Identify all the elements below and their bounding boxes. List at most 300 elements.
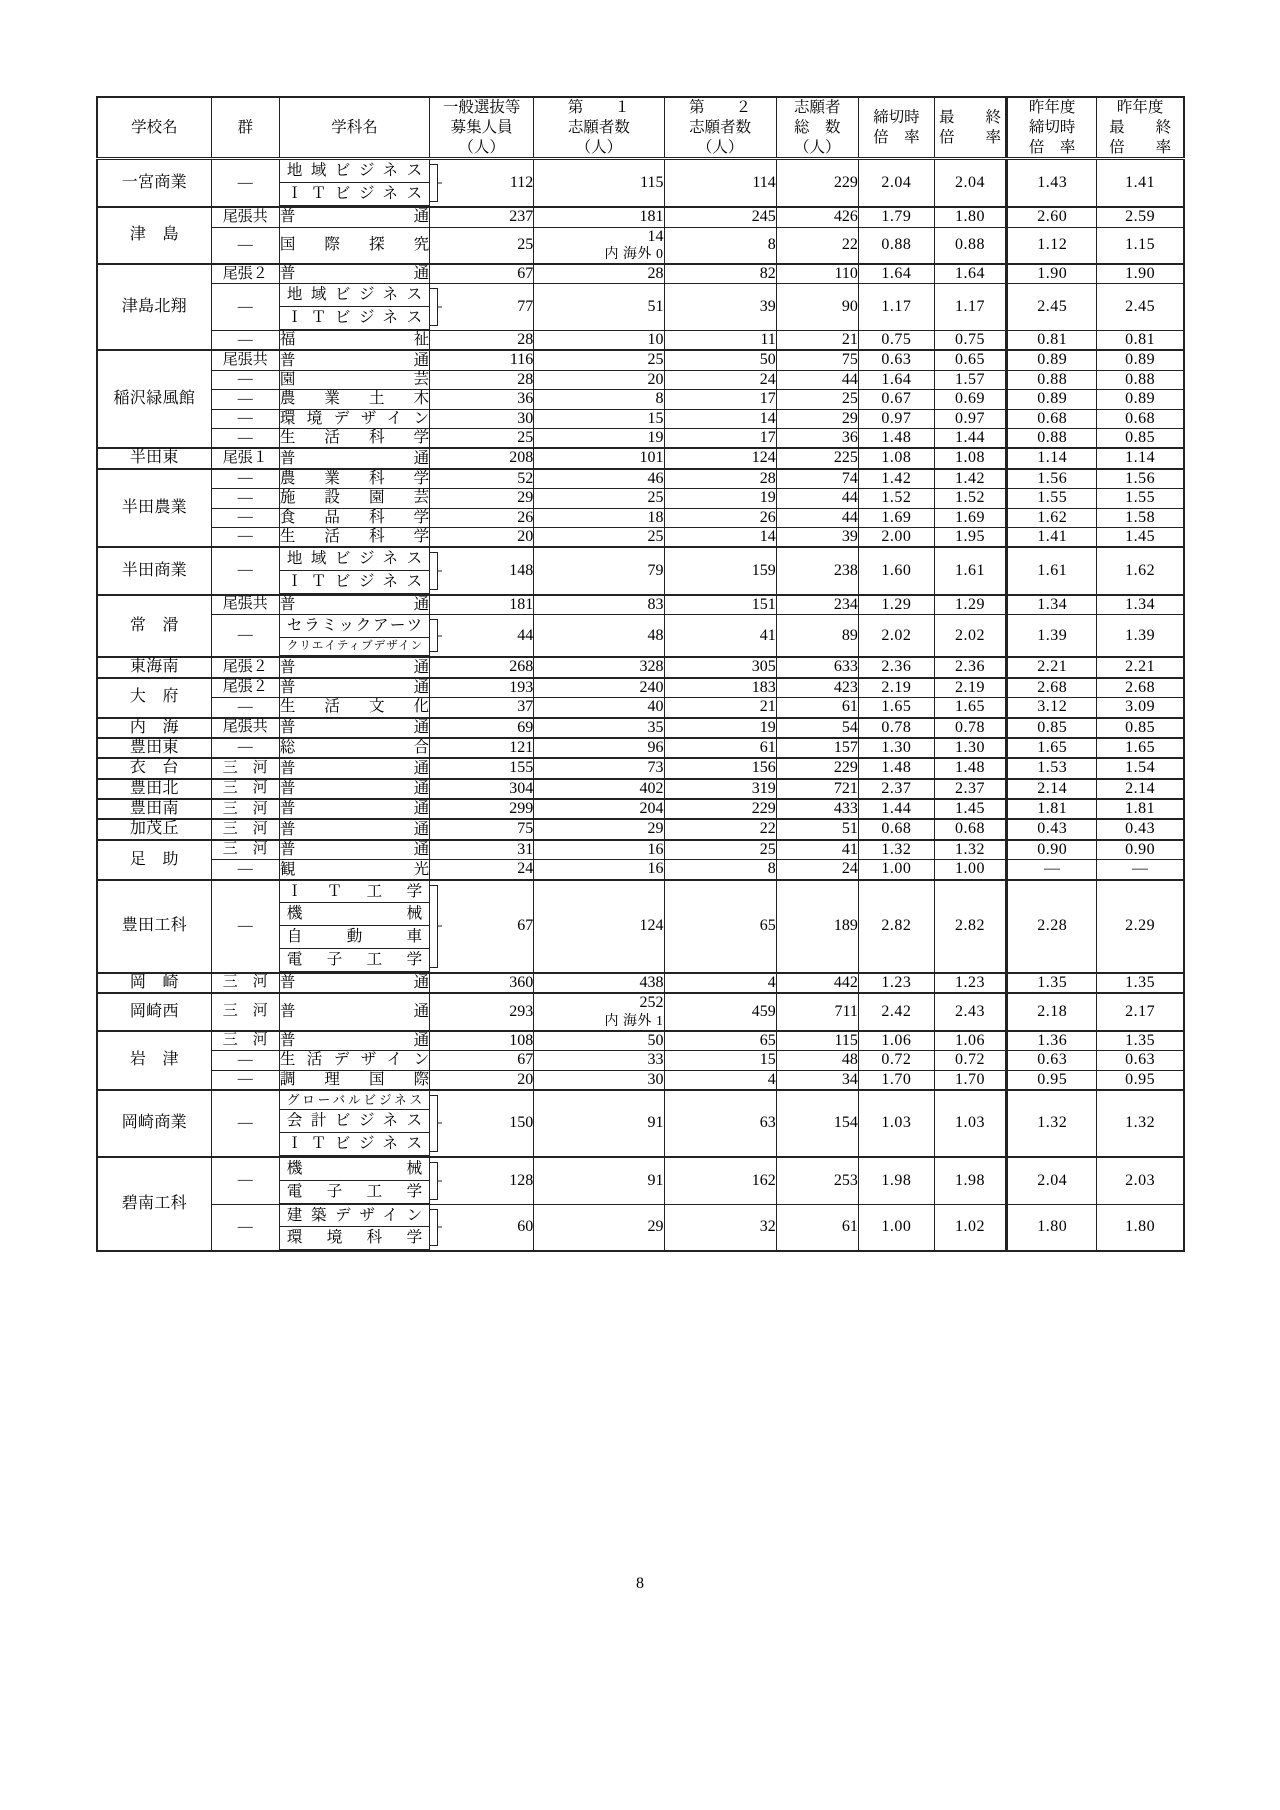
cell-course-name: 普 通: [279, 993, 429, 1030]
cell-first-choice: 73: [534, 758, 664, 778]
cell-final-ratio: 2.37: [934, 779, 1006, 799]
cell-last-year-final-ratio: 0.95: [1097, 1070, 1184, 1090]
cell-group: 三 河: [211, 758, 279, 778]
cell-group: 三 河: [211, 993, 279, 1030]
cell-final-ratio: 1.48: [934, 758, 1006, 778]
cell-quota: 60: [430, 1204, 534, 1251]
cell-second-choice: 124: [664, 448, 776, 468]
cell-course-name: [279, 284, 429, 331]
cell-course-name: [279, 159, 429, 207]
cell-deadline-ratio: 1.23: [858, 973, 934, 993]
cell-quota: 360: [430, 973, 534, 993]
cell-second-choice: 19: [664, 489, 776, 508]
cell-total-applicants: 157: [776, 738, 858, 758]
header-second-line1: 第 ２: [689, 99, 752, 116]
table-row: [97, 779, 1184, 799]
cell-total-applicants: 34: [776, 1070, 858, 1090]
cell-deadline-ratio: 1.08: [858, 448, 934, 468]
cell-quota: 293: [430, 993, 534, 1030]
cell-last-year-final-ratio: 1.90: [1097, 264, 1184, 284]
cell-course-name: 普 通: [279, 819, 429, 839]
cell-last-year-final-ratio: 1.14: [1097, 448, 1184, 468]
cell-school-name: 加茂丘: [97, 819, 211, 839]
cell-school-name: 内 海: [97, 718, 211, 738]
cell-first-choice: 18: [534, 508, 664, 527]
cell-course-name: 普 通: [279, 351, 430, 369]
header-first-choice: [534, 97, 664, 159]
course-line: ＩＴビジネス: [280, 571, 429, 594]
cell-deadline-ratio: 1.29: [858, 595, 934, 615]
cell-quota: 31: [430, 840, 534, 860]
cell-deadline-ratio: 2.37: [858, 779, 934, 799]
cell-group: —: [211, 469, 279, 489]
cell-last-year-deadline-ratio: 2.18: [1007, 993, 1097, 1030]
course-line: 電 子 工 学: [280, 949, 429, 972]
cell-first-choice: 124: [534, 880, 664, 973]
cell-first-choice: 30: [534, 1070, 664, 1090]
cell-quota: 121: [430, 738, 534, 758]
cell-school-name: 岩 津: [97, 1031, 211, 1090]
cell-course-name: 普 通: [279, 841, 430, 859]
table-row: [97, 350, 1184, 370]
cell-deadline-ratio: 1.30: [858, 738, 934, 758]
cell-first-choice: 204: [534, 799, 664, 819]
cell-final-ratio: 1.44: [934, 428, 1006, 448]
cell-first-choice: 438: [534, 973, 664, 993]
cell-group: —: [211, 1204, 279, 1251]
cell-school-name: 豊田北: [97, 779, 211, 799]
cell-deadline-ratio: 0.97: [858, 409, 934, 428]
cell-deadline-ratio: 1.48: [858, 428, 934, 448]
cell-second-choice: 14: [664, 527, 776, 547]
cell-total-applicants: 21: [776, 331, 858, 351]
cell-course-name: 普 通: [279, 1032, 430, 1050]
cell-quota: 181: [430, 595, 534, 615]
course-line: ＩＴビジネス: [280, 183, 429, 206]
cell-last-year-deadline-ratio: 0.88: [1007, 428, 1097, 448]
cell-second-choice: 162: [664, 1157, 776, 1204]
header-quota-line2: 募集人員: [450, 118, 513, 136]
course-line: 地域ビジネス: [280, 284, 429, 307]
cell-final-ratio: 0.75: [934, 331, 1006, 351]
cell-deadline-ratio: 0.75: [858, 331, 934, 351]
cell-total-applicants: 225: [776, 448, 858, 468]
cell-course-name: [279, 1157, 429, 1204]
cell-last-year-final-ratio: 0.90: [1097, 840, 1184, 860]
cell-total-applicants: 234: [776, 595, 858, 615]
cell-total-applicants: 154: [776, 1090, 858, 1157]
cell-last-year-deadline-ratio: 1.90: [1007, 264, 1097, 284]
header-first-line2: 志願者数: [567, 118, 630, 136]
cell-final-ratio: 1.64: [934, 264, 1006, 284]
cell-course-name: 普 通: [279, 758, 429, 778]
header-second-choice: [664, 97, 776, 159]
cell-total-applicants: 74: [776, 469, 858, 489]
table-row: [97, 678, 1184, 698]
cell-second-choice: 61: [664, 738, 776, 758]
cell-deadline-ratio: 2.36: [858, 657, 934, 677]
cell-school-name: 半田商業: [97, 547, 211, 595]
cell-final-ratio: 2.19: [934, 678, 1006, 698]
cell-total-applicants: 229: [776, 758, 858, 778]
cell-course-name: 福 祉: [279, 331, 429, 351]
cell-deadline-ratio: 1.00: [858, 1204, 934, 1251]
cell-second-choice: 63: [664, 1090, 776, 1157]
cell-course-name: 農 業 土 木: [279, 390, 430, 408]
cell-school-name: 岡崎商業: [97, 1090, 211, 1157]
cell-last-year-final-ratio: 2.59: [1097, 207, 1184, 227]
cell-final-ratio: 0.68: [934, 819, 1006, 839]
cell-last-year-deadline-ratio: 1.55: [1007, 489, 1097, 508]
cell-group: —: [211, 159, 279, 207]
cell-last-year-final-ratio: 1.35: [1097, 1031, 1184, 1051]
cell-quota: 67: [430, 1051, 534, 1070]
cell-first-choice: 91: [534, 1157, 664, 1204]
cell-first-choice-value: 252: [639, 994, 664, 1012]
cell-deadline-ratio: 2.82: [858, 880, 934, 973]
cell-quota: 29: [430, 489, 534, 508]
cell-last-year-final-ratio: 0.89: [1097, 350, 1184, 370]
cell-second-choice: 50: [664, 350, 776, 370]
cell-group: —: [211, 547, 279, 595]
cell-last-year-final-ratio: 1.56: [1097, 469, 1184, 489]
cell-second-choice: 11: [664, 331, 776, 351]
cell-second-choice: 151: [664, 595, 776, 615]
cell-last-year-deadline-ratio: 0.68: [1007, 409, 1097, 428]
cell-quota: 24: [430, 860, 534, 880]
cell-quota: 304: [430, 779, 534, 799]
cell-first-choice: 240: [534, 678, 664, 698]
cell-last-year-deadline-ratio: 1.56: [1007, 469, 1097, 489]
cell-group: 尾張２: [211, 657, 279, 677]
cell-group: —: [211, 284, 279, 331]
cell-last-year-final-ratio: 1.39: [1097, 615, 1184, 658]
cell-school-name: 常 滑: [97, 595, 211, 657]
cell-group: —: [211, 370, 279, 389]
cell-quota: 28: [430, 370, 534, 389]
header-quota-line1: 一般選抜等: [442, 99, 521, 116]
cell-last-year-deadline-ratio: 1.53: [1007, 758, 1097, 778]
header-group: 群: [211, 97, 279, 159]
cell-last-year-deadline-ratio: 0.63: [1007, 1051, 1097, 1070]
header-lastfin-line1: 昨年度: [1116, 99, 1164, 116]
cell-last-year-deadline-ratio: 2.04: [1007, 1157, 1097, 1204]
cell-deadline-ratio: 1.98: [858, 1157, 934, 1204]
header-school: 学校名: [97, 97, 211, 159]
table-row: [97, 508, 1184, 527]
cell-deadline-ratio: 1.79: [858, 207, 934, 227]
cell-first-choice: 402: [534, 779, 664, 799]
cell-total-applicants: 75: [776, 350, 858, 370]
cell-group: —: [211, 880, 279, 973]
cell-total-applicants: 253: [776, 1157, 858, 1204]
cell-final-ratio: 1.57: [934, 370, 1006, 389]
cell-deadline-ratio: 1.69: [858, 508, 934, 527]
cell-group: —: [211, 738, 279, 758]
cell-school-name: 岡 崎: [97, 973, 211, 993]
table-row: [97, 428, 1184, 448]
cell-last-year-final-ratio: 0.43: [1097, 819, 1184, 839]
cell-group: —: [211, 698, 279, 718]
cell-last-year-final-ratio: 2.14: [1097, 779, 1184, 799]
cell-second-choice: 183: [664, 678, 776, 698]
cell-quota: 25: [430, 428, 534, 448]
cell-first-choice: 328: [534, 657, 664, 677]
table-row: [97, 973, 1184, 993]
course-line: 地域ビジネス: [280, 160, 429, 183]
cell-final-ratio: 0.69: [934, 390, 1006, 409]
cell-first-choice: 35: [534, 718, 664, 738]
cell-first-choice: 16: [534, 840, 664, 860]
header-lastdl-line1: 昨年度: [1028, 99, 1076, 116]
cell-total-applicants: 423: [776, 678, 858, 698]
cell-school-name: 津 島: [97, 207, 211, 264]
cell-group: —: [211, 227, 279, 264]
cell-last-year-deadline-ratio: 2.68: [1007, 678, 1097, 698]
cell-group: 三 河: [211, 840, 279, 860]
cell-deadline-ratio: 1.32: [858, 840, 934, 860]
cell-course-name: 施 設 園 芸: [279, 489, 430, 507]
cell-final-ratio: 2.43: [934, 993, 1006, 1030]
course-line: 電 子 工 学: [280, 1181, 429, 1204]
cell-final-ratio: 1.65: [934, 698, 1006, 718]
cell-last-year-deadline-ratio: 1.61: [1007, 547, 1097, 595]
cell-deadline-ratio: 2.02: [858, 615, 934, 658]
table-header: [97, 97, 1184, 159]
cell-first-choice: 29: [534, 819, 664, 839]
cell-course-name: 生 活 科 学: [279, 428, 429, 448]
cell-last-year-deadline-ratio: 1.80: [1007, 1204, 1097, 1251]
cell-final-ratio: 1.45: [934, 799, 1006, 819]
cell-quota: 193: [430, 678, 534, 698]
cell-final-ratio: 1.95: [934, 527, 1006, 547]
cell-first-choice: 19: [534, 428, 664, 448]
table-row: [97, 284, 1184, 331]
cell-total-applicants: 426: [776, 207, 858, 227]
cell-group: 尾張２: [211, 264, 279, 284]
cell-last-year-deadline-ratio: 1.14: [1007, 448, 1097, 468]
cell-course-name: 普 通: [279, 448, 429, 468]
cell-group: 三 河: [211, 973, 279, 993]
cell-first-choice: 28: [534, 264, 664, 284]
cell-school-name: 岡崎西: [97, 993, 211, 1030]
cell-quota: 69: [430, 718, 534, 738]
cell-group: 尾張共: [211, 718, 279, 738]
table-row: [97, 207, 1184, 227]
cell-total-applicants: 44: [776, 370, 858, 389]
header-last-year-deadline-ratio: [1007, 97, 1097, 159]
cell-second-choice: 22: [664, 819, 776, 839]
cell-last-year-deadline-ratio: 0.89: [1007, 390, 1097, 409]
cell-total-applicants: 61: [776, 698, 858, 718]
cell-quota: 237: [430, 207, 534, 227]
header-last-year-final-ratio: [1097, 97, 1184, 159]
cell-last-year-final-ratio: 1.80: [1097, 1204, 1184, 1251]
cell-group: 尾張共: [211, 207, 279, 227]
cell-group: 三 河: [211, 1031, 279, 1051]
table-row: [97, 448, 1184, 468]
cell-course-name: 環境デザイン: [279, 409, 430, 427]
cell-last-year-final-ratio: 1.32: [1097, 1090, 1184, 1157]
cell-last-year-deadline-ratio: 2.14: [1007, 779, 1097, 799]
cell-course-name: 普 通: [279, 779, 429, 799]
cell-first-choice: 25: [534, 527, 664, 547]
cell-course-name: 農 業 科 学: [279, 470, 430, 488]
cell-deadline-ratio: 2.42: [858, 993, 934, 1030]
cell-course-name: 園 芸: [279, 371, 430, 389]
admissions-table: [96, 96, 1185, 1252]
table-row: [97, 264, 1184, 284]
cell-school-name: 足 助: [97, 840, 211, 880]
cell-first-choice: 15: [534, 409, 664, 428]
cell-deadline-ratio: 1.64: [858, 370, 934, 389]
cell-deadline-ratio: 0.68: [858, 819, 934, 839]
cell-second-choice: 19: [664, 718, 776, 738]
cell-last-year-deadline-ratio: 0.88: [1007, 370, 1097, 389]
cell-second-choice: 4: [664, 1070, 776, 1090]
cell-last-year-final-ratio: 2.17: [1097, 993, 1184, 1030]
cell-deadline-ratio: 1.70: [858, 1070, 934, 1090]
cell-group: 三 河: [211, 799, 279, 819]
cell-total-applicants: 90: [776, 284, 858, 331]
cell-first-choice: 33: [534, 1051, 664, 1070]
cell-first-choice: 115: [534, 159, 664, 207]
cell-total-applicants: 442: [776, 973, 858, 993]
course-line: ＩＴビジネス: [280, 307, 429, 330]
cell-last-year-deadline-ratio: 1.41: [1007, 527, 1097, 547]
course-line: 機 械: [280, 903, 429, 926]
cell-first-choice-value: 14: [647, 227, 664, 245]
header-quota-line3: （人）: [458, 138, 505, 156]
cell-group: —: [211, 1051, 279, 1070]
cell-second-choice: 245: [664, 207, 776, 227]
header-second-line3: （人）: [696, 138, 744, 156]
cell-group: 尾張共: [211, 350, 279, 370]
table-row: [97, 227, 1184, 264]
cell-last-year-deadline-ratio: 0.95: [1007, 1070, 1097, 1090]
cell-first-choice: 10: [534, 331, 664, 351]
cell-first-choice: 181: [534, 207, 664, 227]
cell-deadline-ratio: 0.88: [858, 227, 934, 264]
cell-final-ratio: 0.88: [934, 227, 1006, 264]
header-quota: [430, 97, 534, 159]
table-row: [97, 409, 1184, 428]
header-total-line3: （人）: [794, 138, 841, 156]
cell-course-name: 普 通: [279, 265, 430, 283]
table-row: [97, 370, 1184, 389]
cell-quota: 20: [430, 527, 534, 547]
table-row: [97, 1090, 1184, 1157]
cell-final-ratio: 1.29: [934, 595, 1006, 615]
cell-course-name: 観 光: [279, 860, 429, 880]
cell-quota: 77: [430, 284, 534, 331]
cell-course-name: [279, 880, 429, 973]
table-row: [97, 698, 1184, 718]
cell-second-choice: 65: [664, 880, 776, 973]
course-line: グローバルビジネス: [280, 1091, 429, 1110]
cell-first-choice: 40: [534, 698, 664, 718]
cell-deadline-ratio: 2.19: [858, 678, 934, 698]
cell-second-choice: 28: [664, 469, 776, 489]
cell-deadline-ratio: 1.03: [858, 1090, 934, 1157]
cell-final-ratio: 2.82: [934, 880, 1006, 973]
cell-last-year-deadline-ratio: 1.12: [1007, 227, 1097, 264]
cell-final-ratio: 0.65: [934, 350, 1006, 370]
cell-last-year-final-ratio: 1.41: [1097, 159, 1184, 207]
cell-last-year-final-ratio: 1.65: [1097, 738, 1184, 758]
cell-quota: 25: [430, 227, 534, 264]
cell-quota: 67: [430, 264, 534, 284]
cell-last-year-deadline-ratio: 1.36: [1007, 1031, 1097, 1051]
cell-school-name: 稲沢緑風館: [97, 350, 211, 448]
header-lastdl-line2: 締切時: [1028, 118, 1076, 136]
cell-first-choice: 46: [534, 469, 664, 489]
cell-last-year-deadline-ratio: 1.62: [1007, 508, 1097, 527]
cell-last-year-deadline-ratio: 0.81: [1007, 331, 1097, 351]
cell-group: —: [211, 489, 279, 508]
cell-deadline-ratio: 2.00: [858, 527, 934, 547]
table-row: [97, 547, 1184, 595]
table-body: [97, 159, 1184, 1251]
cell-quota: 52: [430, 469, 534, 489]
admissions-table-container: [96, 96, 1185, 1252]
cell-school-name: 大 府: [97, 678, 211, 718]
cell-course-name: 普 通: [279, 208, 430, 226]
cell-final-ratio: 1.06: [934, 1031, 1006, 1051]
cell-first-choice: 48: [534, 615, 664, 658]
table-row: [97, 819, 1184, 839]
cell-course-name: 普 通: [279, 679, 430, 697]
cell-quota: 20: [430, 1070, 534, 1090]
table-row: [97, 840, 1184, 860]
cell-course-name: 普 通: [279, 799, 429, 819]
cell-last-year-deadline-ratio: 1.81: [1007, 799, 1097, 819]
header-course: 学科名: [279, 97, 429, 159]
cell-total-applicants: 89: [776, 615, 858, 658]
cell-final-ratio: 1.52: [934, 489, 1006, 508]
cell-course-name: 生 活 文 化: [279, 698, 429, 718]
table-row: [97, 860, 1184, 880]
cell-second-choice: 26: [664, 508, 776, 527]
cell-last-year-final-ratio: 1.54: [1097, 758, 1184, 778]
cell-total-applicants: 115: [776, 1031, 858, 1051]
cell-last-year-final-ratio: 0.81: [1097, 331, 1184, 351]
cell-last-year-deadline-ratio: 3.12: [1007, 698, 1097, 718]
cell-final-ratio: 0.78: [934, 718, 1006, 738]
course-line: 地域ビジネス: [280, 548, 429, 571]
cell-second-choice: 4: [664, 973, 776, 993]
cell-first-choice: 83: [534, 595, 664, 615]
cell-group: 尾張１: [211, 448, 279, 468]
cell-final-ratio: 1.00: [934, 860, 1006, 880]
cell-total-applicants: 721: [776, 779, 858, 799]
cell-quota: 26: [430, 508, 534, 527]
cell-total-applicants: 44: [776, 489, 858, 508]
cell-last-year-final-ratio: —: [1097, 860, 1184, 880]
table-row: [97, 595, 1184, 615]
cell-group: 三 河: [211, 779, 279, 799]
cell-final-ratio: 1.03: [934, 1090, 1006, 1157]
cell-first-choice: [534, 993, 664, 1030]
cell-last-year-final-ratio: 1.45: [1097, 527, 1184, 547]
header-lastfin-line3: 倍 率: [1109, 138, 1172, 156]
cell-first-choice: 8: [534, 390, 664, 409]
cell-school-name: 一宮商業: [97, 159, 211, 207]
cell-quota: 128: [430, 1157, 534, 1204]
cell-second-choice: 39: [664, 284, 776, 331]
cell-group: —: [211, 428, 279, 448]
course-line: ＩＴビジネス: [280, 1133, 429, 1156]
